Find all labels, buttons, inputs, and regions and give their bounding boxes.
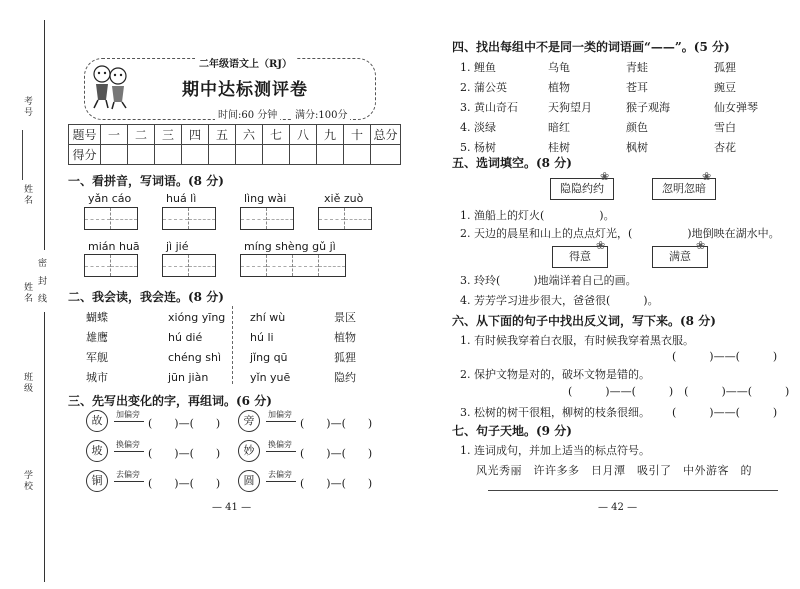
score-head-1: 一 xyxy=(101,125,128,145)
pinyin-4: xiě zuò xyxy=(324,192,364,205)
q3-blank[interactable]: ( )—( ) xyxy=(148,447,221,460)
score-head-11: 总分 xyxy=(371,125,401,145)
q2-word[interactable]: 蝴蝶 xyxy=(86,311,108,324)
score-head-6: 六 xyxy=(236,125,263,145)
full-score-label: 满分:100分 xyxy=(292,106,350,121)
q4-item[interactable]: 乌龟 xyxy=(548,61,570,74)
q4-item[interactable]: 猴子观海 xyxy=(626,101,670,114)
score-cell[interactable] xyxy=(209,145,236,165)
q2-word[interactable]: 景区 xyxy=(334,311,356,324)
q4-item[interactable]: 孤狸 xyxy=(714,61,736,74)
q2-pinyin[interactable]: chéng shì xyxy=(168,351,221,364)
score-table xyxy=(68,124,401,165)
q6-sentence-2: 2. 保护文物是对的，破坏文物是错的。 xyxy=(460,368,650,381)
score-head-0: 题号 xyxy=(69,125,101,145)
q2-pinyin[interactable]: hú li xyxy=(250,331,274,344)
score-head-2: 二 xyxy=(128,125,155,145)
page-number-right: — 42 — xyxy=(598,502,638,513)
q4-item[interactable]: 杏花 xyxy=(714,141,736,154)
score-head-10: 十 xyxy=(344,125,371,145)
q2-word[interactable]: 雄鹰 xyxy=(86,331,108,344)
q4-item[interactable]: 暗红 xyxy=(548,121,570,134)
q5-sentence-4[interactable]: 4. 芳芳学习进步很大，爸爸很( )。 xyxy=(460,294,659,307)
q4-item[interactable]: 苍耳 xyxy=(626,81,648,94)
q2-col2 xyxy=(168,308,225,388)
seal-line-bottom xyxy=(44,312,45,582)
q3-title: 三、先写出变化的字，再组词。(6 分) xyxy=(68,394,272,408)
score-cell[interactable] xyxy=(371,145,401,165)
q3-arrow: 去偏旁 xyxy=(268,470,292,479)
q6-blank-2[interactable]: ( )——( ) ( )——( ) xyxy=(568,385,790,398)
q3-arrow: 换偏旁 xyxy=(268,440,292,449)
q4-item[interactable]: 植物 xyxy=(548,81,570,94)
leaf-icon: ❀ xyxy=(596,239,606,252)
leaf-icon: ❀ xyxy=(696,239,706,252)
q2-col4 xyxy=(334,308,356,388)
q3-char-circle: 铜 xyxy=(86,470,108,492)
q3-arrow: 去偏旁 xyxy=(116,470,140,479)
q3-blank[interactable]: ( )—( ) xyxy=(300,447,373,460)
margin-xingming-label: 姓名 xyxy=(22,184,32,206)
q4-item[interactable]: 桂树 xyxy=(548,141,570,154)
subtitle: 二年级语文上（RJ） xyxy=(195,55,296,70)
q2-col3 xyxy=(250,308,290,388)
score-cell[interactable] xyxy=(101,145,128,165)
q3-arrow: 加偏旁 xyxy=(116,410,140,419)
write-grid[interactable] xyxy=(318,207,372,230)
q5-sentence-3[interactable]: 3. 玲玲( )地端详着自己的画。 xyxy=(460,274,637,287)
write-grid[interactable] xyxy=(84,207,138,230)
leaf-icon: ❀ xyxy=(702,170,712,183)
q4-item[interactable]: 1. 鲤鱼 xyxy=(460,61,496,74)
q6-sentence-3: 3. 松树的树干很粗，柳树的枝条很细。 xyxy=(460,406,650,419)
score-head-7: 七 xyxy=(263,125,290,145)
score-row-label: 得分 xyxy=(69,145,101,165)
q5-title: 五、选词填空。(8 分) xyxy=(452,156,572,170)
score-cell[interactable] xyxy=(263,145,290,165)
q2-word[interactable]: 军舰 xyxy=(86,351,108,364)
cartoon-kids-icon xyxy=(88,62,132,110)
score-cell[interactable] xyxy=(290,145,317,165)
margin-banji-label: 班级 xyxy=(22,372,32,394)
score-cell[interactable] xyxy=(344,145,371,165)
q7-instruction: 1. 连词成句，并加上适当的标点符号。 xyxy=(460,444,650,457)
q3-arrow: 换偏旁 xyxy=(116,440,140,449)
margin-xuexiao-label: 学校 xyxy=(22,470,32,492)
q3-blank[interactable]: ( )—( ) xyxy=(148,417,221,430)
q4-item[interactable]: 枫树 xyxy=(626,141,648,154)
q5-sentence-1[interactable]: 1. 渔船上的灯火( )。 xyxy=(460,209,615,222)
margin-kaohao-label: 考号 xyxy=(22,96,32,118)
score-cell[interactable] xyxy=(182,145,209,165)
q7-title: 七、句子天地。(9 分) xyxy=(452,424,572,438)
q2-title: 二、我会读，我会连。(8 分) xyxy=(68,290,224,304)
q3-char-circle: 坡 xyxy=(86,440,108,462)
write-grid[interactable] xyxy=(162,254,216,277)
write-grid[interactable] xyxy=(162,207,216,230)
score-cell[interactable] xyxy=(236,145,263,165)
q4-list xyxy=(460,58,758,158)
score-cell[interactable] xyxy=(128,145,155,165)
score-head-9: 九 xyxy=(317,125,344,145)
q3-blank[interactable]: ( )—( ) xyxy=(300,477,373,490)
q6-sentence-1: 1. 有时候我穿着白衣服，有时候我穿着黑衣服。 xyxy=(460,334,694,347)
q2-pinyin[interactable]: jǐng qū xyxy=(250,351,288,364)
q4-item[interactable]: 3. 黄山奇石 xyxy=(460,101,518,114)
write-grid[interactable] xyxy=(240,254,346,277)
score-head-4: 四 xyxy=(182,125,209,145)
q5-word-box: 得意 xyxy=(552,246,608,268)
q2-word[interactable]: 隐约 xyxy=(334,371,356,384)
pinyin-5: mián huā xyxy=(88,240,140,253)
score-head-3: 三 xyxy=(155,125,182,145)
pinyin-6: jì jié xyxy=(166,240,189,253)
pinyin-3: lìng wài xyxy=(244,192,287,205)
page-number-left: — 41 — xyxy=(212,502,252,513)
q1-title: 一、看拼音，写词语。(8 分) xyxy=(68,174,224,188)
write-grid[interactable] xyxy=(240,207,294,230)
q3-char-circle: 故 xyxy=(86,410,108,432)
q4-item[interactable]: 颜色 xyxy=(626,121,648,134)
q2-word[interactable]: 植物 xyxy=(334,331,356,344)
answer-line[interactable] xyxy=(488,490,778,491)
q3-char-circle: 妙 xyxy=(238,440,260,462)
q2-pinyin[interactable]: jūn jiàn xyxy=(168,371,209,384)
page-title: 期中达标测评卷 xyxy=(182,80,308,100)
q3-char-circle: 圆 xyxy=(238,470,260,492)
q5-word-box: 隐隐约约 xyxy=(550,178,614,200)
q2-divider xyxy=(232,306,233,384)
q2-pinyin[interactable]: yǐn yuē xyxy=(250,371,291,384)
q4-item[interactable]: 5. 杨树 xyxy=(460,141,496,154)
q5-sentence-2[interactable]: 2. 天边的晨星和山上的点点灯光，( )地倒映在湖水中。 xyxy=(460,227,780,240)
leaf-icon: ❀ xyxy=(600,170,610,183)
q7-word-list: 风光秀丽 许许多多 日月潭 吸引了 中外游客 的 xyxy=(476,464,752,477)
q4-item[interactable]: 4. 淡绿 xyxy=(460,121,496,134)
score-cell[interactable] xyxy=(317,145,344,165)
q2-pinyin[interactable]: xióng yīng xyxy=(168,311,226,324)
score-head-5: 五 xyxy=(209,125,236,145)
q6-title: 六、从下面的句子中找出反义词，写下来。(8 分) xyxy=(452,314,716,328)
q3-blank[interactable]: ( )—( ) xyxy=(148,477,221,490)
time-label: 时间:60 分钟 xyxy=(215,106,280,121)
pinyin-1: yǎn cáo xyxy=(88,192,132,205)
q6-blank-3[interactable]: ( )——( ) xyxy=(672,406,778,419)
q5-word-box: 忽明忽暗 xyxy=(652,178,716,200)
q3-arrow: 加偏旁 xyxy=(268,410,292,419)
q4-item[interactable]: 青蛙 xyxy=(626,61,648,74)
q5-word-box: 满意 xyxy=(652,246,708,268)
q4-title: 四、找出每组中不是同一类的词语画“——”。(5 分) xyxy=(452,40,730,54)
q2-pinyin[interactable]: hú dié xyxy=(168,331,203,344)
pinyin-2: huá lì xyxy=(166,192,197,205)
seal-line-top xyxy=(44,20,45,250)
seal-line-label: 密 封 线 xyxy=(36,258,46,306)
q4-item[interactable]: 雪白 xyxy=(714,121,736,134)
q6-blank-1[interactable]: ( )——( ) xyxy=(672,350,778,363)
q2-col1 xyxy=(86,308,108,388)
q2-word[interactable]: 狐狸 xyxy=(334,351,356,364)
write-grid[interactable] xyxy=(84,254,138,277)
q4-item[interactable]: 2. 蒲公英 xyxy=(460,81,507,94)
q2-word[interactable]: 城市 xyxy=(86,371,108,384)
q3-char-circle: 旁 xyxy=(238,410,260,432)
q4-item[interactable]: 仙女弹琴 xyxy=(714,101,758,114)
score-cell[interactable] xyxy=(155,145,182,165)
q2-pinyin[interactable]: zhí wù xyxy=(250,311,286,324)
pinyin-7: míng shèng gǔ jì xyxy=(244,240,336,253)
margin-xingming2-label: 姓名 xyxy=(22,282,32,304)
q3-blank[interactable]: ( )—( ) xyxy=(300,417,373,430)
q4-item[interactable]: 豌豆 xyxy=(714,81,736,94)
score-head-8: 八 xyxy=(290,125,317,145)
q4-item[interactable]: 天狗望月 xyxy=(548,101,592,114)
